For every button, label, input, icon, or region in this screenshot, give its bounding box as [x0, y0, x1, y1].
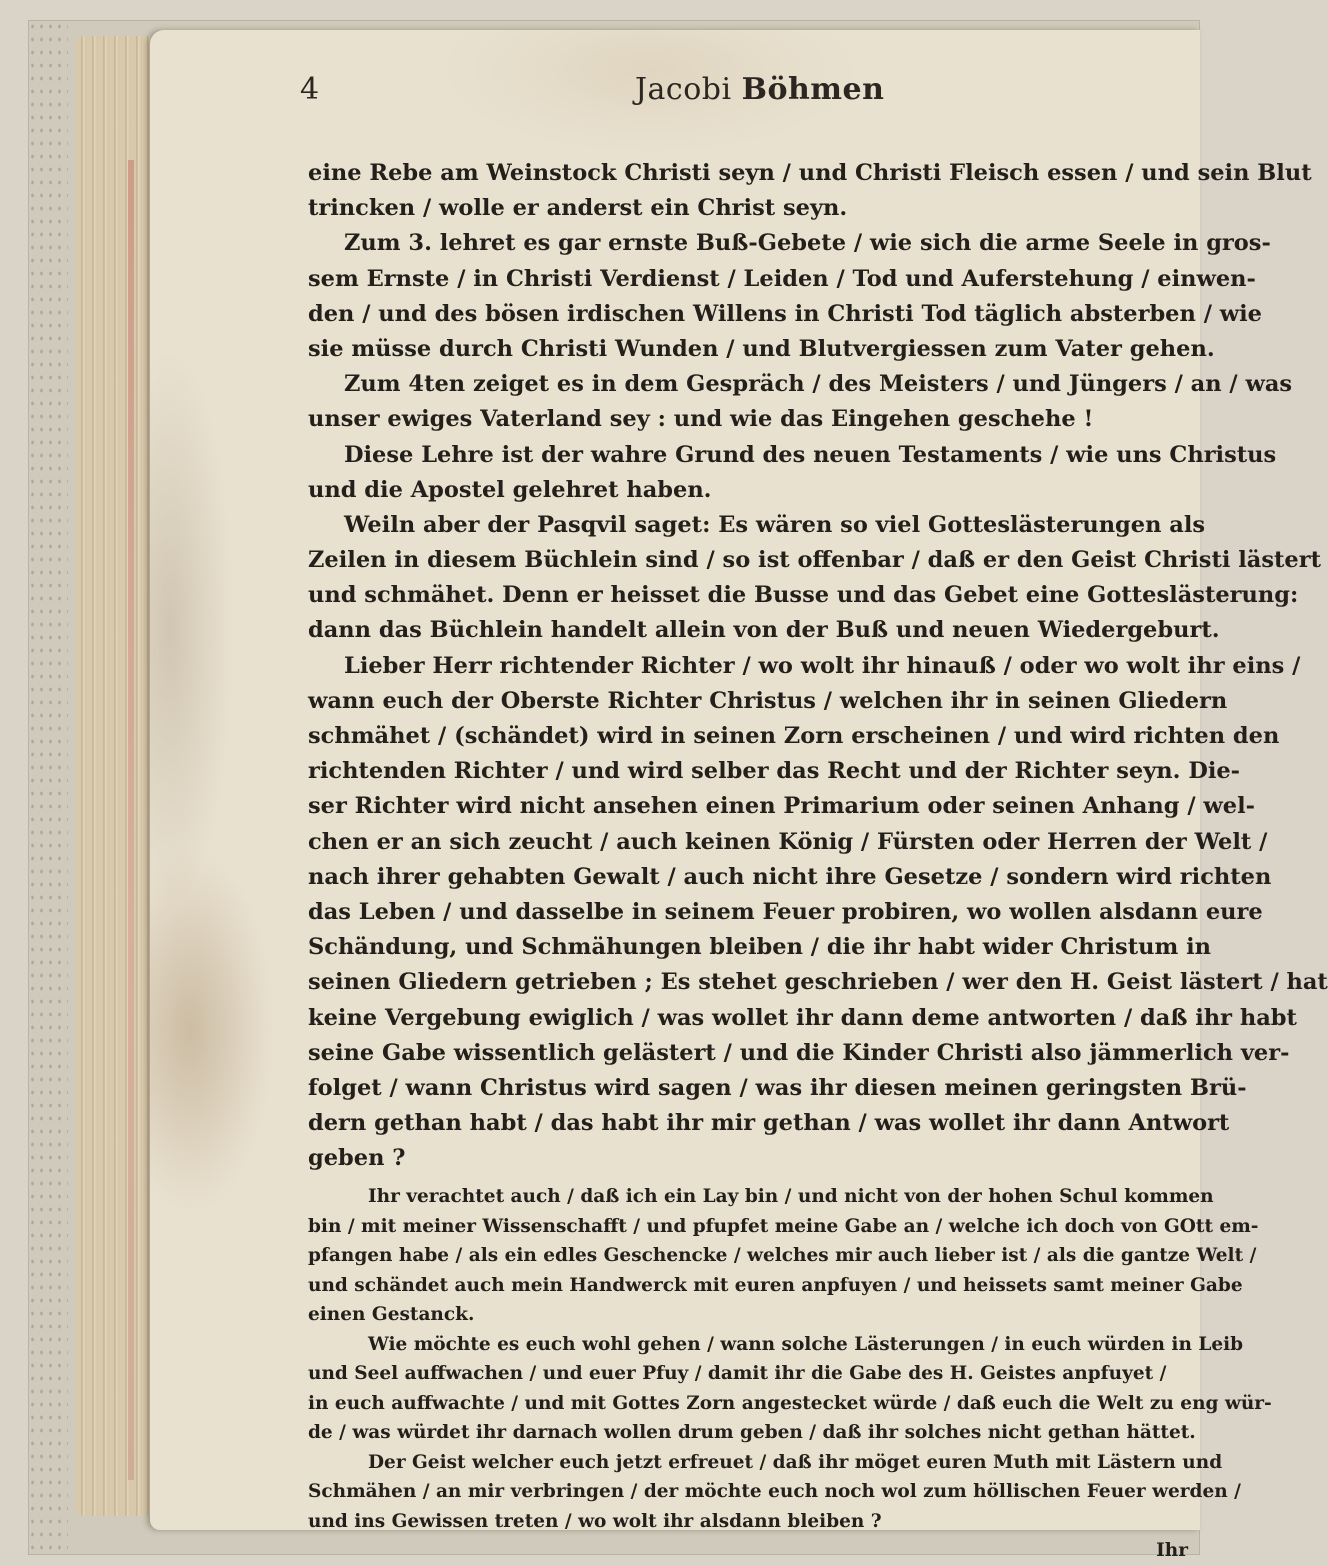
text-line: trincken / wolle er anderst ein Christ seyn. — [308, 195, 848, 222]
text-line: den / und des bösen irdischen Willens in Christi Tod täglich absterben / wie — [308, 300, 1262, 327]
text-line: dann das Büchlein handelt allein von der Buß und neuen Wiedergeburt. — [308, 617, 1220, 644]
text-line: sem Ernste / in Christi Verdienst / Leiden / Tod und Auferstehung / einwen- — [308, 265, 1256, 292]
text-line: Diese Lehre ist der wahre Grund des neuen Testaments / wie uns Christus — [344, 441, 1277, 468]
text-line: folget / wann Christus wird sagen / was ihr diesen meinen geringsten Brü- — [308, 1074, 1247, 1101]
small-print-section — [308, 1182, 1272, 1566]
text-line: Zum 4ten zeiget es in dem Gespräch / des Meisters / und Jüngers / an / was — [344, 371, 1293, 398]
text-line: unser ewiges Vaterland sey : und wie das Eingehen geschehe ! — [308, 406, 1094, 433]
small-text-line: in euch auffwachte / und mit Gottes Zorn angestecket würde / daß euch die Welt zu eng wür- — [308, 1392, 1272, 1414]
text-line: ser Richter wird nicht ansehen einen Primarium oder seinen Anhang / wel- — [308, 793, 1255, 820]
text-line: und die Apostel gelehret haben. — [308, 476, 712, 503]
small-text-line: pfangen habe / als ein edles Geschencke / welches mir auch lieber ist / als die gantze Welt / — [308, 1245, 1257, 1267]
running-title-name: Böhmen — [741, 72, 885, 107]
text-line: chen er an sich zeucht / auch keinen König / Fürsten oder Herren der Welt / — [308, 828, 1268, 855]
red-page-edge — [128, 160, 134, 1480]
page-number: 4 — [300, 72, 320, 107]
small-text-line: Wie möchte es euch wohl gehen / wann solche Lästerungen / in euch würden in Leib — [368, 1333, 1244, 1355]
small-text-line: und ins Gewissen treten / wo wolt ihr alsdann bleiben ? — [308, 1510, 882, 1532]
small-text-line: Schmähen / an mir verbringen / der möchte euch noch wol zum höllischen Feuer werden / — [308, 1481, 1241, 1503]
small-text-line: Der Geist welcher euch jetzt erfreuet / daß ihr möget euren Muth mit Lästern und — [368, 1451, 1223, 1473]
catchword: Ihr — [1156, 1540, 1188, 1562]
text-line: seine Gabe wissentlich gelästert / und die Kinder Christi also jämmerlich ver- — [308, 1039, 1290, 1066]
text-line: Zum 3. lehret es gar ernste Buß-Gebete / wie sich die arme Seele in gros- — [344, 230, 1271, 257]
text-line: Weiln aber der Pasqvil saget: Es wären so viel Gotteslästerungen als — [344, 511, 1206, 538]
running-title — [635, 72, 884, 107]
text-line: Zeilen in diesem Büchlein sind / so ist offenbar / daß er den Geist Christi lästert — [308, 547, 1321, 574]
text-line: das Leben / und dasselbe in seinem Feuer probiren, wo wollen alsdann eure — [308, 898, 1263, 925]
small-text-line: Ihr verachtet auch / daß ich ein Lay bin / und nicht von der hohen Schul kommen — [368, 1186, 1214, 1208]
text-line: wann euch der Oberste Richter Christus / welchen ihr in seinen Gliedern — [308, 687, 1228, 714]
text-line: dern gethan habt / das habt ihr mir gethan / was wollet ihr dann Antwort — [308, 1110, 1230, 1137]
body-text — [308, 156, 1328, 1566]
text-line: richtenden Richter / und wird selber das Recht und der Richter seyn. Die- — [308, 758, 1241, 785]
text-line: sie müsse durch Christi Wunden / und Blutvergiessen zum Vater gehen. — [308, 335, 1215, 362]
text-line: eine Rebe am Weinstock Christi seyn / und Christi Fleisch essen / und sein Blut — [308, 160, 1312, 186]
small-text-line: de / was würdet ihr darnach wollen drum geben / daß ihr solches nicht gethan hättet. — [308, 1422, 1196, 1444]
small-text-line: bin / mit meiner Wissenschafft / und pfupfet meine Gabe an / welche ich doch von GOtt em- — [308, 1215, 1259, 1237]
running-title-prefix: Jacobi — [635, 72, 732, 107]
text-line: Schändung, und Schmähungen bleiben / die ihr habt wider Christum in — [308, 934, 1212, 961]
text-line: schmähet / (schändet) wird in seinen Zorn erscheinen / und wird richten den — [308, 723, 1280, 749]
text-line: und schmähet. Denn er heisset die Busse und das Gebet eine Gotteslästerung: — [308, 582, 1299, 609]
text-line: Lieber Herr richtender Richter / wo wolt ihr hinauß / oder wo wolt ihr eins / — [344, 652, 1301, 679]
small-text-line: einen Gestanck. — [308, 1304, 475, 1326]
text-line: seinen Gliedern getrieben ; Es stehet geschrieben / wer den H. Geist lästert / hat — [308, 969, 1328, 996]
page-header — [150, 72, 1200, 112]
small-text-line: und schändet auch mein Handwerck mit euren anpfuyen / und heissets samt meiner Gabe — [308, 1274, 1243, 1296]
board-speckle — [28, 20, 68, 1555]
text-line: keine Vergebung ewiglich / was wollet ihr dann deme antworten / daß ihr habt — [308, 1004, 1297, 1031]
text-line: nach ihrer gehabten Gewalt / auch nicht ihre Gesetze / sondern wird richten — [308, 863, 1272, 890]
text-line: geben ? — [308, 1145, 406, 1172]
small-text-line: und Seel auffwachen / und euer Pfuy / damit ihr die Gabe des H. Geistes anpfuyet / — [308, 1363, 1167, 1385]
